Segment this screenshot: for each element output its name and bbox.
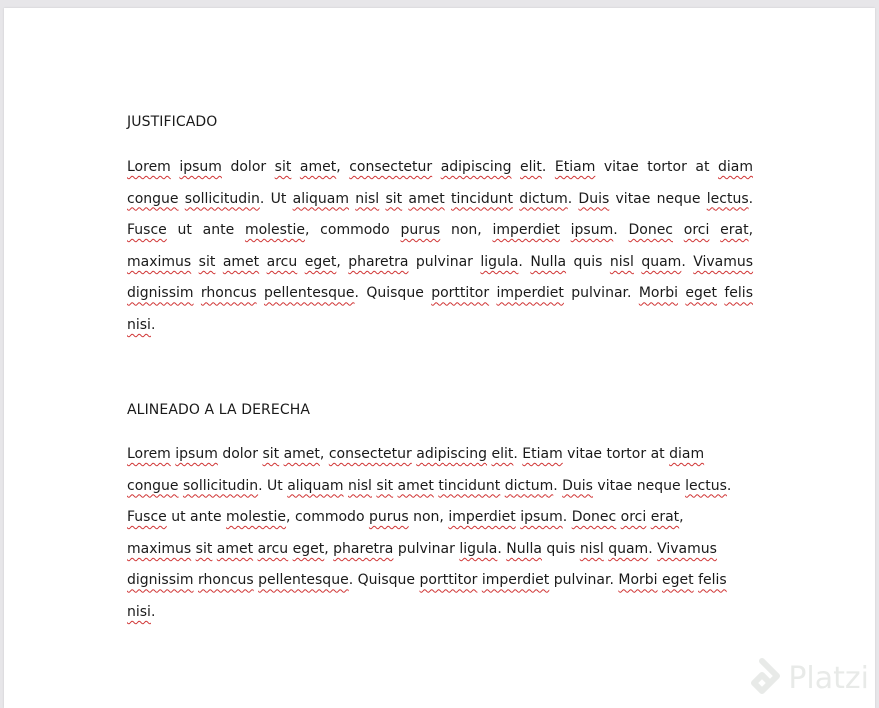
section-heading-justified: JUSTIFICADO <box>127 114 218 130</box>
misspelled-word[interactable]: pellentesque <box>258 572 349 589</box>
misspelled-word[interactable]: sit <box>198 253 216 270</box>
misspelled-word[interactable]: Donec <box>571 509 617 526</box>
misspelled-word[interactable]: congue <box>127 190 179 207</box>
misspelled-word[interactable]: consectetur <box>349 159 433 175</box>
misspelled-word[interactable]: quam <box>608 540 649 557</box>
misspelled-word[interactable]: eget <box>292 540 325 557</box>
text-line: Fusce ut ante molestie, commodo purus non, imperdiet ipsum. Donec orci erat, <box>127 509 684 526</box>
misspelled-word[interactable]: ipsum <box>175 446 218 462</box>
misspelled-word[interactable]: Donec <box>628 222 673 239</box>
misspelled-word[interactable]: sit <box>376 477 394 494</box>
misspelled-word[interactable]: nisl <box>348 477 372 494</box>
misspelled-word[interactable]: Vivamus <box>657 540 717 557</box>
misspelled-word[interactable]: nisl <box>355 190 380 207</box>
misspelled-word[interactable]: Fusce <box>127 222 167 239</box>
misspelled-word[interactable]: Morbi <box>638 285 679 302</box>
section-heading-right-aligned: ALINEADO A LA DERECHA <box>127 402 311 418</box>
misspelled-word[interactable]: ipsum <box>570 222 614 239</box>
misspelled-word[interactable]: nisl <box>579 540 604 557</box>
misspelled-word[interactable]: nisi <box>127 316 151 333</box>
text-line: Lorem ipsum dolor sit amet, consectetur adipiscing elit. Etiam vitae tortor at diam <box>127 159 753 175</box>
misspelled-word[interactable]: Duis <box>578 190 610 207</box>
misspelled-word[interactable]: nisl <box>609 253 634 270</box>
misspelled-word[interactable]: amet <box>222 253 260 270</box>
misspelled-word[interactable]: felis <box>698 572 727 589</box>
misspelled-word[interactable]: congue <box>127 477 179 494</box>
misspelled-word[interactable]: erat <box>650 509 680 526</box>
misspelled-word[interactable]: ligula <box>480 253 519 270</box>
misspelled-word[interactable]: adipiscing <box>416 446 488 462</box>
misspelled-word[interactable]: elit <box>491 446 514 462</box>
misspelled-word[interactable]: Nulla <box>506 540 542 557</box>
misspelled-word[interactable]: ipsum <box>520 509 563 526</box>
text-line: congue sollicitudin. Ut aliquam nisl sit amet tincidunt dictum. Duis vitae neque lectus. <box>127 477 732 494</box>
misspelled-word[interactable]: rhoncus <box>200 285 257 302</box>
misspelled-word[interactable]: Duis <box>562 477 593 494</box>
misspelled-word[interactable]: tincidunt <box>451 190 513 207</box>
text-line: dignissim rhoncus pellentesque. Quisque porttitor imperdiet pulvinar. Morbi eget felis <box>127 285 753 302</box>
misspelled-word[interactable]: Etiam <box>522 446 563 462</box>
misspelled-word[interactable]: orci <box>620 509 647 526</box>
misspelled-word[interactable]: orci <box>683 222 710 239</box>
misspelled-word[interactable]: felis <box>724 285 753 302</box>
misspelled-word[interactable]: sit <box>195 540 213 557</box>
platzi-logo-icon <box>742 658 782 698</box>
misspelled-word[interactable]: eget <box>662 572 694 589</box>
misspelled-word[interactable]: lectus <box>685 477 727 494</box>
misspelled-word[interactable]: arcu <box>257 540 289 557</box>
misspelled-word[interactable]: sollicitudin <box>184 190 260 207</box>
misspelled-word[interactable]: amet <box>283 446 320 462</box>
misspelled-word[interactable]: pellentesque <box>263 285 355 302</box>
paragraph-justified[interactable] <box>127 152 753 342</box>
misspelled-word[interactable]: purus <box>368 509 409 526</box>
text-line: maximus sit amet arcu eget, pharetra pulvinar ligula. Nulla quis nisl quam. Vivamus <box>127 540 717 557</box>
misspelled-word[interactable]: elit <box>520 159 542 175</box>
misspelled-word[interactable]: dictum <box>504 477 554 494</box>
misspelled-word[interactable]: adipiscing <box>440 159 512 175</box>
misspelled-word[interactable]: Etiam <box>554 159 596 175</box>
misspelled-word[interactable]: arcu <box>266 253 298 270</box>
paragraph-left-aligned[interactable] <box>127 439 753 629</box>
misspelled-word[interactable]: amet <box>299 159 337 175</box>
misspelled-word[interactable]: Lorem <box>127 446 171 462</box>
misspelled-word[interactable]: ipsum <box>179 159 222 175</box>
watermark <box>742 658 869 698</box>
text-line: dignissim rhoncus pellentesque. Quisque porttitor imperdiet pulvinar. Morbi eget felis <box>127 572 727 589</box>
misspelled-word[interactable]: tincidunt <box>438 477 501 494</box>
misspelled-word[interactable]: ligula <box>459 540 498 557</box>
misspelled-word[interactable]: erat <box>720 222 749 239</box>
misspelled-word[interactable]: eget <box>685 285 717 302</box>
misspelled-word[interactable]: porttitor <box>431 285 490 302</box>
misspelled-word[interactable]: Morbi <box>618 572 658 589</box>
text-line: nisi. <box>127 603 156 620</box>
misspelled-word[interactable]: amet <box>408 190 445 207</box>
text-line: nisi. <box>127 316 156 333</box>
text-line: maximus sit amet arcu eget, pharetra pulvinar ligula. Nulla quis nisl quam. Vivamus <box>127 253 754 270</box>
misspelled-word[interactable]: diam <box>718 159 753 175</box>
misspelled-word[interactable]: pharetra <box>333 540 394 557</box>
misspelled-word[interactable]: purus <box>400 222 441 239</box>
text-line: Lorem ipsum dolor sit amet, consectetur adipiscing elit. Etiam vitae tortor at diam <box>127 446 705 462</box>
misspelled-word[interactable]: molestie <box>244 222 305 239</box>
misspelled-word[interactable]: aliquam <box>287 477 344 494</box>
misspelled-word[interactable]: maximus <box>127 253 192 270</box>
document-page[interactable] <box>4 8 875 708</box>
misspelled-word[interactable]: Nulla <box>530 253 567 270</box>
misspelled-word[interactable]: eget <box>304 253 337 270</box>
misspelled-word[interactable]: dignissim <box>127 572 194 589</box>
misspelled-word[interactable]: diam <box>669 446 705 462</box>
watermark-text: Platzi <box>788 660 869 696</box>
misspelled-word[interactable]: maximus <box>127 540 192 557</box>
misspelled-word[interactable]: sit <box>262 446 280 462</box>
text-line: congue sollicitudin. Ut aliquam nisl sit amet tincidunt dictum. Duis vitae neque lectus. <box>127 190 754 207</box>
misspelled-word[interactable]: molestie <box>226 509 287 526</box>
misspelled-word[interactable]: imperdiet <box>448 509 516 526</box>
misspelled-word[interactable]: aliquam <box>292 190 349 207</box>
misspelled-word[interactable]: pharetra <box>348 253 409 270</box>
misspelled-word[interactable]: nisi <box>127 603 151 620</box>
misspelled-word[interactable]: sollicitudin <box>182 477 259 494</box>
misspelled-word[interactable]: imperdiet <box>496 285 564 302</box>
misspelled-word[interactable]: sit <box>274 159 292 175</box>
misspelled-word[interactable]: dignissim <box>127 285 194 302</box>
misspelled-word[interactable]: Fusce <box>127 509 167 526</box>
misspelled-word[interactable]: imperdiet <box>481 572 550 589</box>
misspelled-word[interactable]: rhoncus <box>198 572 254 589</box>
misspelled-word[interactable]: dictum <box>519 190 568 207</box>
misspelled-word[interactable]: sit <box>385 190 403 207</box>
misspelled-word[interactable]: amet <box>397 477 434 494</box>
misspelled-word[interactable]: consectetur <box>328 446 412 462</box>
misspelled-word[interactable]: quam <box>641 253 682 270</box>
misspelled-word[interactable]: Vivamus <box>693 253 754 270</box>
text-line: Fusce ut ante molestie, commodo purus non, imperdiet ipsum. Donec orci erat, <box>127 222 754 239</box>
misspelled-word[interactable]: Lorem <box>127 159 171 175</box>
misspelled-word[interactable]: porttitor <box>419 572 478 589</box>
misspelled-word[interactable]: lectus <box>706 190 749 207</box>
misspelled-word[interactable]: imperdiet <box>492 222 560 239</box>
misspelled-word[interactable]: amet <box>216 540 254 557</box>
